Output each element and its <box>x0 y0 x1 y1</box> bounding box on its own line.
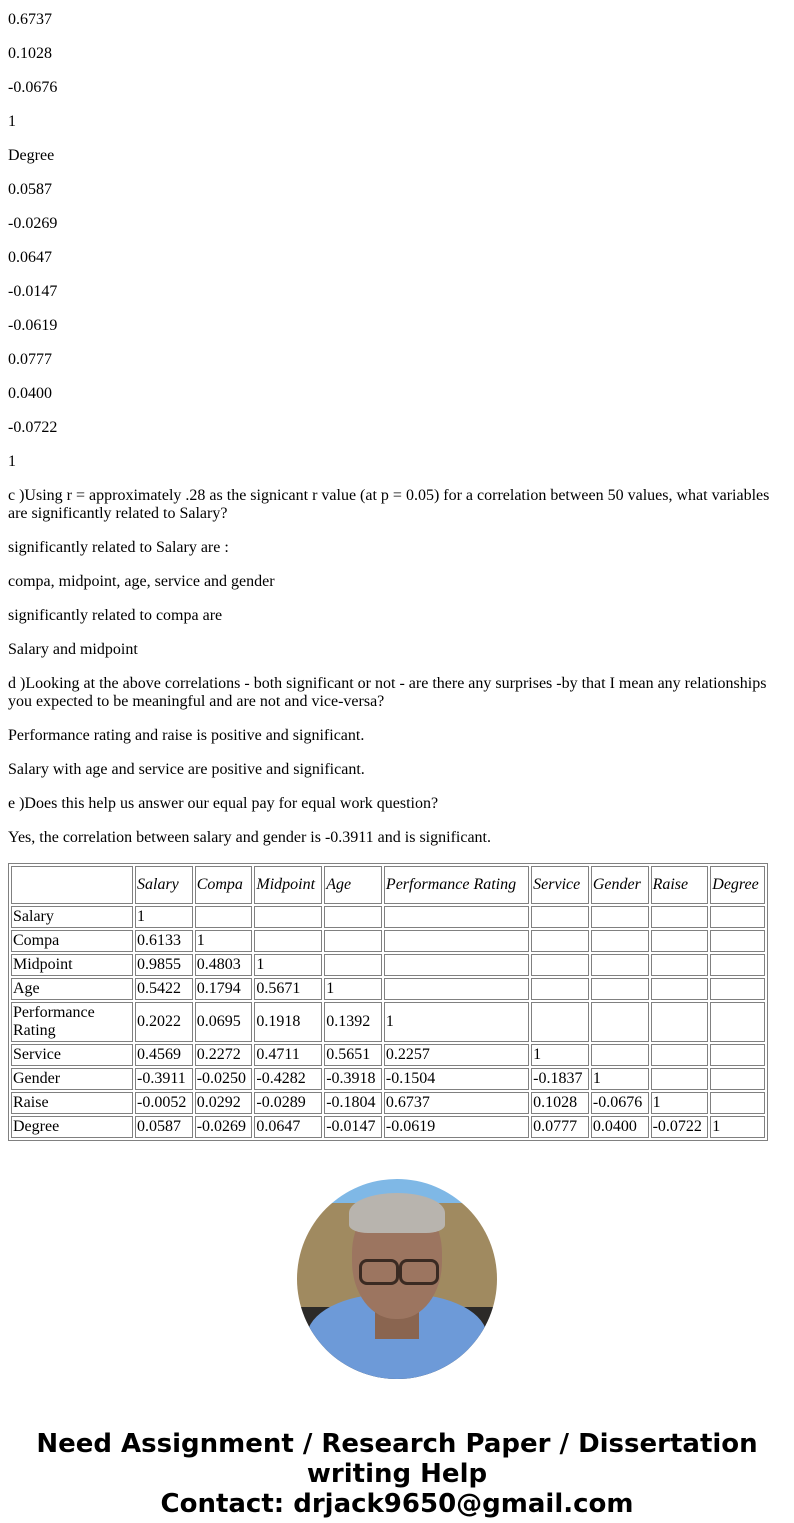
table-cell <box>531 930 589 952</box>
table-cell: 0.5651 <box>324 1044 382 1066</box>
table-cell <box>651 930 709 952</box>
table-cell <box>710 930 765 952</box>
table-cell <box>651 906 709 928</box>
table-cell: 0.1028 <box>531 1092 589 1114</box>
table-cell: 0.5671 <box>254 978 322 1000</box>
table-cell: -0.3918 <box>324 1068 382 1090</box>
table-cell: 0.0695 <box>195 1002 253 1042</box>
table-cell: -0.1837 <box>531 1068 589 1090</box>
banner-contact: Contact: drjack9650@gmail.com <box>160 1489 634 1519</box>
paragraph: Salary and midpoint <box>8 641 138 658</box>
table-cell <box>531 906 589 928</box>
contact-banner <box>8 1429 786 1519</box>
table-cell <box>710 1092 765 1114</box>
table-cell <box>591 1044 649 1066</box>
column-header: Gender <box>591 866 649 904</box>
paragraph: Performance rating and raise is positive and significant. <box>8 727 365 744</box>
paragraph: 0.0647 <box>8 249 52 266</box>
table-header-row <box>11 866 765 904</box>
table-row <box>11 954 765 976</box>
table-cell <box>324 930 382 952</box>
paragraph: 0.1028 <box>8 45 52 62</box>
table-cell <box>254 930 322 952</box>
table-cell: 0.2272 <box>195 1044 253 1066</box>
table-cell: 1 <box>710 1116 765 1138</box>
paragraph: Yes, the correlation between salary and gender is -0.3911 and is significant. <box>8 829 491 846</box>
table-row <box>11 1116 765 1138</box>
paragraph: 1 <box>8 453 16 470</box>
row-header: Service <box>11 1044 133 1066</box>
table-cell <box>651 1044 709 1066</box>
paragraph: 0.0777 <box>8 351 52 368</box>
table-cell: -0.4282 <box>254 1068 322 1090</box>
table-row <box>11 930 765 952</box>
column-header: Salary <box>135 866 193 904</box>
table-cell <box>591 1002 649 1042</box>
column-header: Midpoint <box>254 866 322 904</box>
table-cell <box>651 1068 709 1090</box>
table-cell <box>591 978 649 1000</box>
row-header: Degree <box>11 1116 133 1138</box>
table-cell <box>195 906 253 928</box>
correlation-table <box>8 863 768 1141</box>
row-header: Performance Rating <box>11 1002 133 1042</box>
table-cell: 0.0647 <box>254 1116 322 1138</box>
table-cell <box>710 906 765 928</box>
author-photo-container <box>8 1179 786 1379</box>
table-cell: -0.0722 <box>651 1116 709 1138</box>
table-cell: 0.1794 <box>195 978 253 1000</box>
table-cell: -0.1804 <box>324 1092 382 1114</box>
table-cell <box>591 930 649 952</box>
table-cell <box>384 906 529 928</box>
table-cell <box>531 1002 589 1042</box>
paragraph: Salary with age and service are positive and significant. <box>8 761 365 778</box>
table-cell: 0.0587 <box>135 1116 193 1138</box>
table-cell <box>710 1068 765 1090</box>
table-cell: -0.0250 <box>195 1068 253 1090</box>
paragraph: e )Does this help us answer our equal pay for equal work question? <box>8 795 439 812</box>
table-cell: 0.6737 <box>384 1092 529 1114</box>
column-header: Raise <box>651 866 709 904</box>
table-cell: 0.5422 <box>135 978 193 1000</box>
column-header: Service <box>531 866 589 904</box>
table-row <box>11 1092 765 1114</box>
table-cell: 0.1392 <box>324 1002 382 1042</box>
table-cell <box>324 906 382 928</box>
table-cell <box>710 1002 765 1042</box>
table-cell: -0.0269 <box>195 1116 253 1138</box>
table-cell: 1 <box>195 930 253 952</box>
row-header: Compa <box>11 930 133 952</box>
author-photo <box>297 1179 497 1379</box>
paragraph: compa, midpoint, age, service and gender <box>8 573 275 590</box>
paragraph: d )Looking at the above correlations - both significant or not - are there any surprises -by that I mean any relationships you expected to be meaningful and are not and vice-versa? <box>8 675 767 710</box>
table-cell <box>384 954 529 976</box>
table-cell: 1 <box>384 1002 529 1042</box>
paragraph: -0.0619 <box>8 317 58 334</box>
row-header: Salary <box>11 906 133 928</box>
table-cell <box>710 1044 765 1066</box>
table-cell <box>384 978 529 1000</box>
table-cell <box>254 906 322 928</box>
table-cell <box>710 978 765 1000</box>
table-row <box>11 1044 765 1066</box>
table-cell: -0.0619 <box>384 1116 529 1138</box>
paragraph: 1 <box>8 113 16 130</box>
paragraph: c )Using r = approximately .28 as the signicant r value (at p = 0.05) for a correlation between 50 values, what variables are significantly related to Salary? <box>8 487 770 522</box>
table-row <box>11 978 765 1000</box>
row-header: Gender <box>11 1068 133 1090</box>
table-cell <box>710 954 765 976</box>
answer-text <box>8 11 786 847</box>
table-row <box>11 906 765 928</box>
table-cell: 1 <box>531 1044 589 1066</box>
table-cell: 0.2022 <box>135 1002 193 1042</box>
table-cell: 1 <box>591 1068 649 1090</box>
column-header: Degree <box>710 866 765 904</box>
table-cell: 0.0292 <box>195 1092 253 1114</box>
table-cell: 0.0777 <box>531 1116 589 1138</box>
table-cell: -0.0052 <box>135 1092 193 1114</box>
table-cell: 0.4711 <box>254 1044 322 1066</box>
table-row <box>11 1002 765 1042</box>
paragraph: -0.0676 <box>8 79 58 96</box>
paragraph: -0.0722 <box>8 419 58 436</box>
paragraph: 0.6737 <box>8 11 52 28</box>
table-cell <box>591 906 649 928</box>
table-cell <box>531 954 589 976</box>
paragraph: significantly related to Salary are : <box>8 539 229 556</box>
column-header: Age <box>324 866 382 904</box>
table-cell: 1 <box>135 906 193 928</box>
document-body <box>8 11 786 1519</box>
row-header: Age <box>11 978 133 1000</box>
paragraph: 0.0587 <box>8 181 52 198</box>
paragraph: Degree <box>8 147 55 164</box>
table-cell: 1 <box>254 954 322 976</box>
paragraph: -0.0269 <box>8 215 58 232</box>
table-cell <box>324 954 382 976</box>
paragraph: significantly related to compa are <box>8 607 223 624</box>
table-cell: 0.4803 <box>195 954 253 976</box>
row-header: Midpoint <box>11 954 133 976</box>
table-cell: 0.2257 <box>384 1044 529 1066</box>
table-cell: -0.3911 <box>135 1068 193 1090</box>
table-cell: -0.0147 <box>324 1116 382 1138</box>
table-cell: 0.6133 <box>135 930 193 952</box>
table-cell: 0.4569 <box>135 1044 193 1066</box>
column-header: Compa <box>195 866 253 904</box>
table-cell: -0.0289 <box>254 1092 322 1114</box>
paragraph: 0.0400 <box>8 385 52 402</box>
column-header <box>11 866 133 904</box>
table-cell <box>591 954 649 976</box>
table-cell: -0.1504 <box>384 1068 529 1090</box>
table-cell <box>651 978 709 1000</box>
table-cell <box>651 954 709 976</box>
table-row <box>11 1068 765 1090</box>
banner-headline: Need Assignment / Research Paper / Dissertation writing Help <box>36 1429 758 1489</box>
row-header: Raise <box>11 1092 133 1114</box>
table-cell: 1 <box>324 978 382 1000</box>
table-cell: 0.1918 <box>254 1002 322 1042</box>
table-cell: -0.0676 <box>591 1092 649 1114</box>
table-cell <box>531 978 589 1000</box>
table-cell: 0.9855 <box>135 954 193 976</box>
table-cell <box>651 1002 709 1042</box>
column-header: Performance Rating <box>384 866 529 904</box>
paragraph: -0.0147 <box>8 283 58 300</box>
table-cell: 1 <box>651 1092 709 1114</box>
table-cell: 0.0400 <box>591 1116 649 1138</box>
table-cell <box>384 930 529 952</box>
